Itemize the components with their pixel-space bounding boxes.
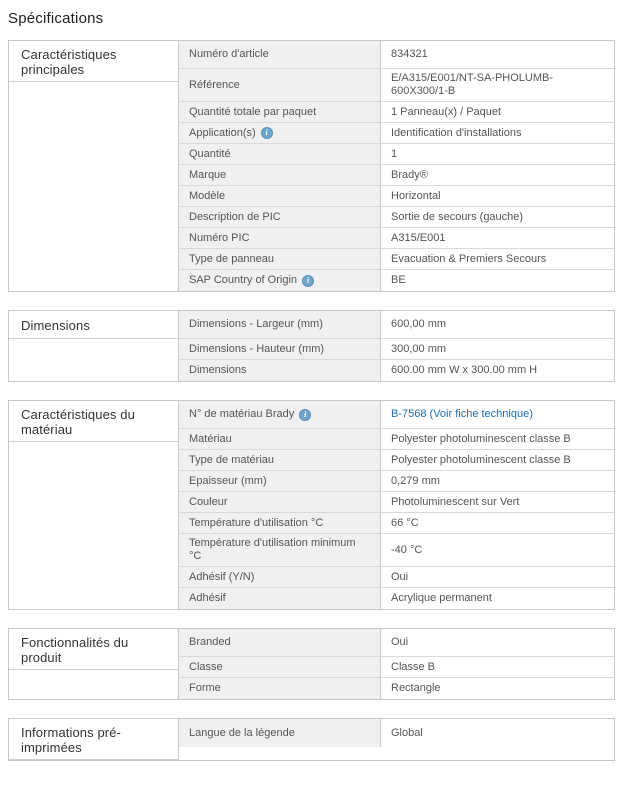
spec-row-label-cell — [179, 360, 381, 381]
section-title: Caractéristiques du matériau — [21, 407, 135, 437]
section-rows — [179, 401, 614, 609]
spec-row — [179, 311, 614, 339]
row-label-text: N° de matériau Brady — [189, 408, 295, 420]
spec-row-label-cell — [179, 165, 381, 186]
section-title-box — [9, 401, 178, 442]
row-label-text: Type de panneau — [189, 252, 275, 265]
section-header-column — [9, 629, 179, 699]
spec-row — [179, 207, 614, 228]
section-rows — [179, 629, 614, 699]
row-value: Acrylique permanent — [381, 588, 614, 609]
row-label-text: Couleur — [189, 495, 228, 508]
section-title: Informations pré-imprimées — [21, 725, 121, 755]
spec-row-label-cell — [179, 249, 381, 270]
row-value: Brady® — [381, 165, 614, 186]
row-label-text: Dimensions - Hauteur (mm) — [189, 342, 325, 355]
spec-row-label-cell — [179, 629, 381, 657]
spec-row — [179, 165, 614, 186]
spec-row — [179, 339, 614, 360]
row-value: 0,279 mm — [381, 471, 614, 492]
spec-section-table — [8, 718, 615, 761]
spec-row — [179, 492, 614, 513]
row-label-text: Quantité — [189, 147, 231, 160]
row-value: Polyester photoluminescent classe B — [381, 450, 614, 471]
spec-row — [179, 429, 614, 450]
row-label-text: Epaisseur (mm) — [189, 474, 267, 487]
row-value: Global — [381, 719, 614, 747]
row-label-text: Description de PIC — [189, 210, 281, 223]
spec-row-label-cell — [179, 429, 381, 450]
row-value: 300,00 mm — [381, 339, 614, 360]
row-value: 600.00 mm W x 300.00 mm H — [381, 360, 614, 381]
row-value: 600,00 mm — [381, 311, 614, 339]
section-title: Fonctionnalités du produit — [21, 635, 129, 665]
spec-row — [179, 567, 614, 588]
info-icon[interactable]: i — [299, 409, 311, 421]
row-value: Polyester photoluminescent classe B — [381, 429, 614, 450]
row-label-text: Matériau — [189, 432, 232, 445]
row-label-text: Adhésif — [189, 592, 226, 604]
row-value: Rectangle — [381, 678, 614, 699]
spec-row-label-cell — [179, 657, 381, 678]
row-value: 1 Panneau(x) / Paquet — [381, 102, 614, 123]
spec-row-label-cell — [179, 401, 381, 429]
spec-row — [179, 471, 614, 492]
row-label-text: Référence — [189, 78, 240, 91]
sections — [8, 40, 615, 761]
spec-row-label-cell — [179, 144, 381, 165]
spec-row-label-cell — [179, 513, 381, 534]
info-icon[interactable]: i — [302, 275, 314, 287]
row-label-text: Température d'utilisation °C — [189, 516, 324, 529]
section-title-box — [9, 719, 178, 760]
row-label-text: Dimensions - Largeur (mm) — [189, 318, 323, 330]
section-header-column — [9, 41, 179, 291]
spec-row — [179, 41, 614, 69]
row-value: Oui — [381, 567, 614, 588]
section-rows — [179, 311, 614, 381]
spec-row-label-cell — [179, 41, 381, 69]
spec-row-label-cell — [179, 69, 381, 102]
spec-row-label-cell — [179, 450, 381, 471]
row-value: 1 — [381, 144, 614, 165]
spec-row-label-cell — [179, 471, 381, 492]
row-value: Identification d'installations — [381, 123, 614, 144]
spec-row — [179, 228, 614, 249]
row-label-text: Type de matériau — [189, 453, 274, 466]
spec-row — [179, 629, 614, 657]
spec-row-label-cell — [179, 207, 381, 228]
spec-row-label-cell — [179, 123, 381, 144]
row-label-text: Branded — [189, 636, 231, 648]
spec-row-label-cell — [179, 186, 381, 207]
section-header-column — [9, 401, 179, 609]
row-value: Oui — [381, 629, 614, 657]
spec-row — [179, 123, 614, 144]
material-datasheet-link[interactable]: B-7568 (Voir fiche technique) — [381, 401, 614, 429]
section-title: Caractéristiques principales — [21, 47, 117, 77]
spec-row-label-cell — [179, 534, 381, 567]
row-value: E/A315/E001/NT-SA-PHOLUMB-600X300/1-B — [381, 69, 614, 102]
row-value: Sortie de secours (gauche) — [381, 207, 614, 228]
spec-row-label-cell — [179, 678, 381, 699]
section-header-column — [9, 311, 179, 381]
spec-row — [179, 249, 614, 270]
row-value: 834321 — [381, 41, 614, 69]
spec-row — [179, 102, 614, 123]
section-title-box — [9, 311, 178, 339]
spec-row — [179, 678, 614, 699]
spec-row — [179, 69, 614, 102]
row-label-text: Classe — [189, 660, 223, 673]
spec-row — [179, 270, 614, 291]
spec-row — [179, 719, 614, 747]
spec-section-table — [8, 400, 615, 610]
spec-section-table — [8, 310, 615, 382]
spec-row-label-cell — [179, 311, 381, 339]
spec-row-label-cell — [179, 102, 381, 123]
row-value: Horizontal — [381, 186, 614, 207]
spec-section-table — [8, 628, 615, 700]
spec-section-table — [8, 40, 615, 292]
row-value: Evacuation & Premiers Secours — [381, 249, 614, 270]
row-value: A315/E001 — [381, 228, 614, 249]
page-title: Spécifications — [8, 10, 104, 27]
spec-row — [179, 360, 614, 381]
row-value: BE — [381, 270, 614, 291]
row-label-text: Modèle — [189, 189, 226, 202]
spec-row-label-cell — [179, 492, 381, 513]
row-label-text: Marque — [189, 168, 227, 181]
spec-row — [179, 186, 614, 207]
spec-row-label-cell — [179, 270, 381, 291]
spec-row-label-cell — [179, 588, 381, 609]
row-label-text: Dimensions — [189, 364, 247, 376]
spec-row — [179, 450, 614, 471]
section-title: Dimensions — [21, 318, 90, 333]
section-header-column — [9, 719, 179, 760]
spec-row-label-cell — [179, 719, 381, 747]
row-label-text: Numéro PIC — [189, 231, 250, 244]
spec-row-label-cell — [179, 567, 381, 588]
spec-row — [179, 588, 614, 609]
row-value: Classe B — [381, 657, 614, 678]
section-title-box — [9, 41, 178, 82]
section-rows — [179, 41, 614, 291]
row-label-text: Température d'utilisation minimum °C — [189, 537, 356, 562]
row-label-text: Application(s) — [189, 126, 256, 139]
spec-row — [179, 144, 614, 165]
spec-row-label-cell — [179, 339, 381, 360]
row-label-text: Quantité totale par paquet — [189, 105, 317, 118]
spec-row — [179, 657, 614, 678]
row-label-text: Numéro d'article — [189, 48, 269, 60]
section-rows — [179, 719, 614, 760]
spec-row — [179, 513, 614, 534]
row-value: Photoluminescent sur Vert — [381, 492, 614, 513]
row-label-text: Langue de la légende — [189, 726, 295, 739]
row-label-text: Forme — [189, 682, 221, 694]
row-value: 66 °C — [381, 513, 614, 534]
row-label-text: Adhésif (Y/N) — [189, 570, 255, 583]
spec-row-label-cell — [179, 228, 381, 249]
section-title-box — [9, 629, 178, 670]
spec-row — [179, 534, 614, 567]
spec-row — [179, 401, 614, 429]
info-icon[interactable]: i — [261, 127, 273, 139]
row-label-text: SAP Country of Origin — [189, 274, 298, 286]
row-value: -40 °C — [381, 534, 614, 567]
